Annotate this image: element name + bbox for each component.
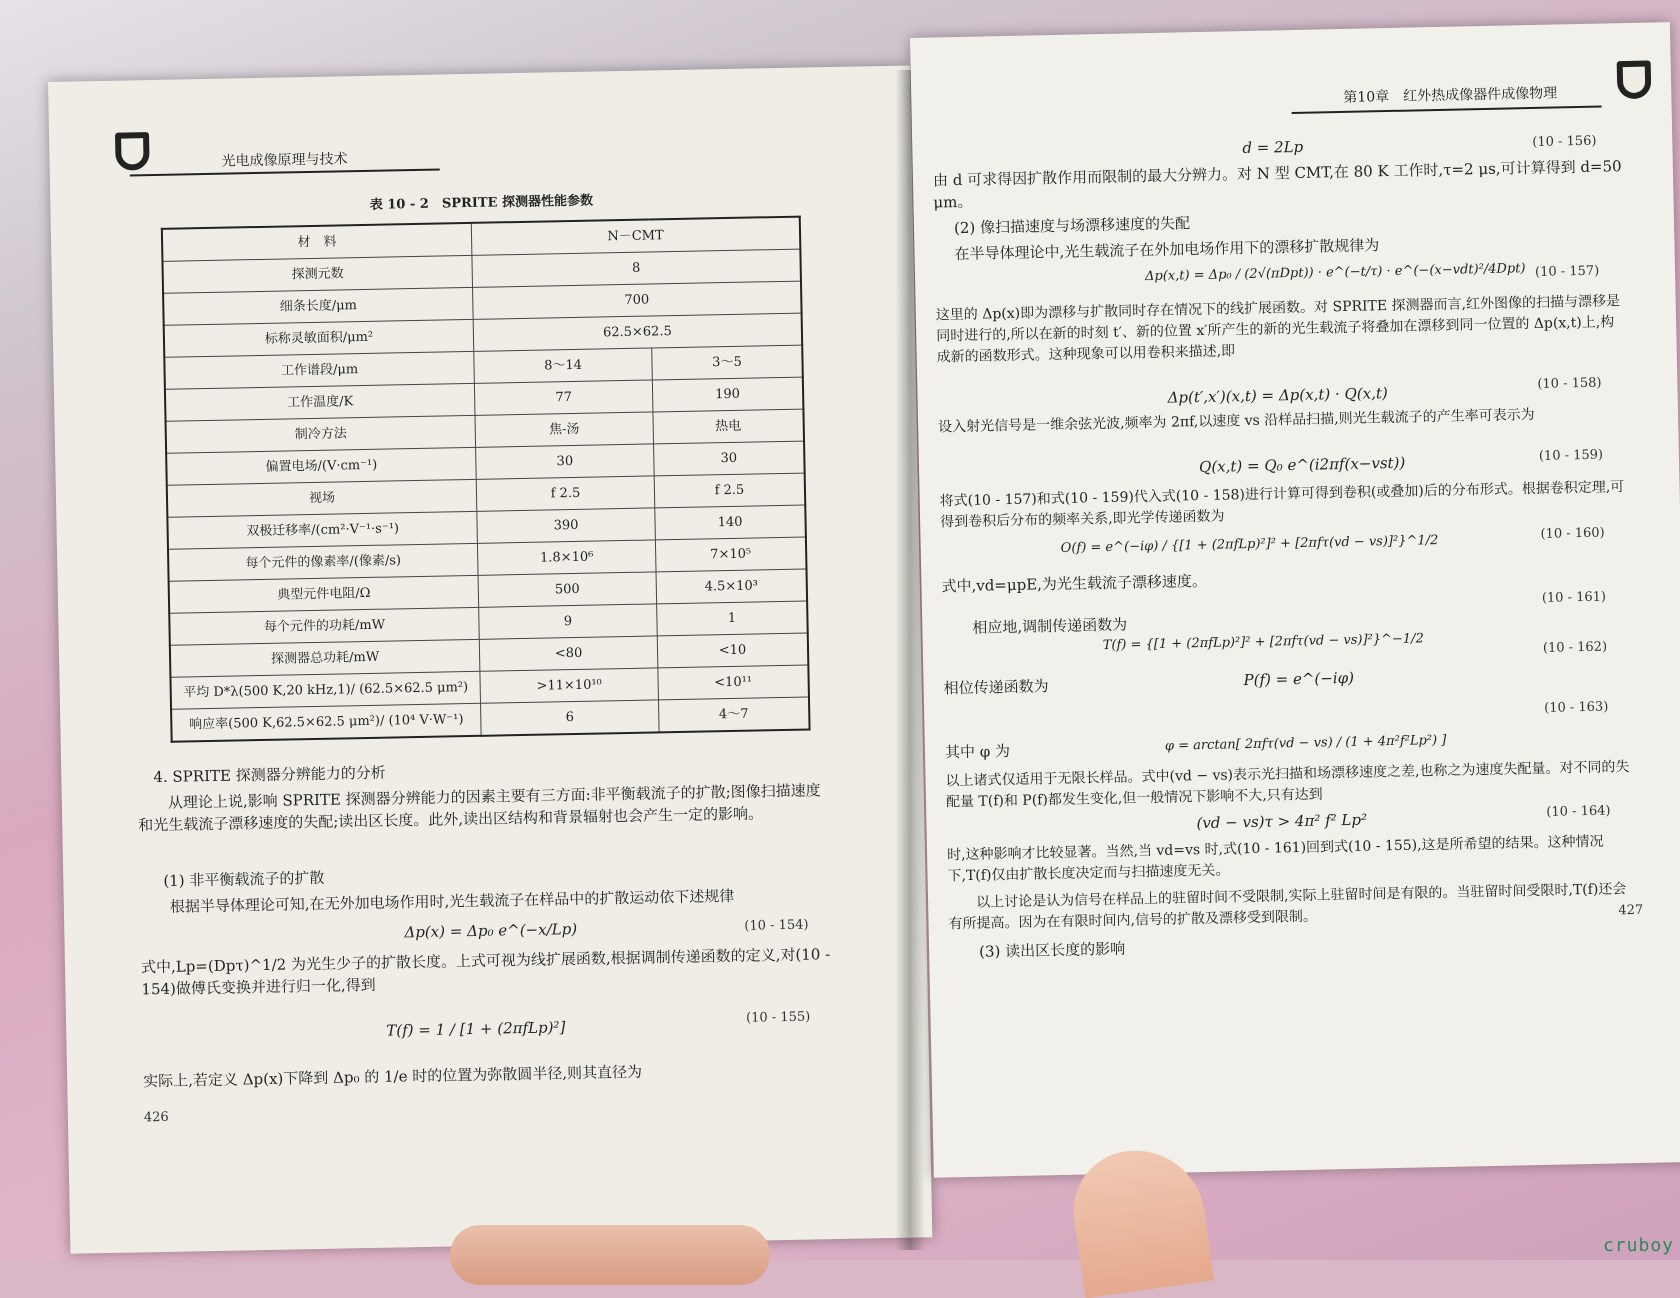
table-cell-label: 探测器总功耗/mW — [170, 639, 480, 677]
left-header-title: 光电成像原理与技术 — [221, 151, 348, 170]
table-cell-value: 390 — [477, 508, 656, 543]
table-cell-label: 材 料 — [162, 223, 472, 261]
equation-number-10-159: (10 - 159) — [1538, 447, 1604, 464]
table-cell-label: 偏置电场/(V·cm⁻¹) — [166, 447, 476, 485]
table-cell-value: <10¹¹ — [658, 665, 809, 700]
left-paragraph-2: 根据半导体理论可知,在无外加电场作用时,光生载流子在样品中的扩散运动依下述规律 — [169, 886, 735, 916]
table-cell-value: f 2.5 — [476, 476, 655, 511]
table-cell-value: 6 — [481, 700, 660, 736]
equation-10-156: d = 2Lp — [1242, 137, 1304, 158]
table-cell-label: 每个元件的像素率/(像素/s) — [168, 543, 478, 581]
table-cell-value: 30 — [476, 444, 655, 479]
table-cell-label: 每个元件的功耗/mW — [169, 607, 479, 645]
left-paragraph-4: 实际上,若定义 Δp(x)下降到 Δp₀ 的 1/e 时的位置为弥散圆半径,则其直径为 — [143, 1062, 643, 1091]
equation-10-161: T(f) = {[1 + (2πfLp)²]² + [2πfτ(vd − vs)]²}^−1/2 — [1102, 631, 1424, 654]
right-paragraph-6: 式中,vd=μpE,为光生载流子漂移速度。 — [941, 571, 1208, 596]
table-cell-value: 9 — [479, 604, 658, 639]
table-cell-label: 工作温度/K — [165, 383, 475, 421]
table-cell-label: 制冷方法 — [166, 415, 476, 453]
left-page-number: 426 — [143, 1109, 169, 1126]
table-cell-value: 190 — [652, 377, 803, 412]
right-paragraph-1: 由 d 可求得因扩散作用而限制的最大分辨力。对 N 型 CMT,在 80 K 工作时,τ=2 μs,可计算得到 d=50 μm。 — [932, 157, 1622, 212]
table-cell-label: 视场 — [167, 479, 477, 517]
equation-10-154: Δp(x) = Δp₀ e^(−x/Lp) — [404, 920, 578, 942]
table-cell-value: 8～14 — [474, 348, 653, 383]
table-cell-label: 探测元数 — [162, 255, 472, 293]
left-paragraph-3: 式中,Lp=(Dpτ)^1/2 为光生少子的扩散长度。上式可视为线扩展函数,根据调制传递函数的定义,对(10 - 154)做傅氏变换并进行归一化,得到 — [140, 945, 831, 999]
equation-10-159: Q(x,t) = Q₀ e^(i2πf(x−vst)) — [1198, 453, 1406, 477]
table-cell-value: 500 — [478, 572, 657, 607]
equation-10-157: Δp(x,t) = Δp₀ / (2√(πDpt)) · e^(−t/τ) · e^(−(x−vdt)²/4Dpt) — [1144, 261, 1526, 285]
table-cell-label: 细条长度/μm — [163, 287, 473, 325]
equation-number-10-160: (10 - 160) — [1540, 525, 1605, 542]
equation-10-155: T(f) = 1 / [1 + (2πfLp)²] — [386, 1018, 566, 1040]
equation-number-10-156: (10 - 156) — [1532, 133, 1597, 150]
table-cell-label: 典型元件电阻/Ω — [169, 575, 479, 613]
subsection-2: (2) 像扫描速度与场漂移速度的失配 — [953, 214, 1191, 238]
table-cell-label: 响应率(500 K,62.5×62.5 μm²)/ (10⁴ V·W⁻¹) — [171, 703, 481, 741]
equation-10-163: φ = arctan[ 2πfτ(vd − vs) / (1 + 4π²f²Lp²) ] — [1164, 732, 1447, 754]
equation-number-10-163: (10 - 163) — [1544, 699, 1609, 716]
equation-number-10-154: (10 - 154) — [744, 917, 809, 934]
shield-logo-icon — [115, 132, 150, 171]
right-paragraph-8: 相位传递函数为 — [943, 677, 1049, 698]
table-cell-value: <80 — [479, 636, 658, 671]
watermark: cruboy — [1602, 1235, 1674, 1256]
equation-number-10-162: (10 - 162) — [1542, 639, 1608, 656]
table-cell-value: >11×10¹⁰ — [480, 668, 659, 703]
subsection-1: (1) 非平衡载流子的扩散 — [163, 868, 325, 890]
right-paragraph-5: 将式(10 - 157)和式(10 - 159)代入式(10 - 158)进行计算可得到卷积(或叠加)后的分布形式。根据卷积定理,可得到卷积后分布的频率关系,即光学传递函数为 — [939, 479, 1625, 531]
table-cell-label: 工作谱段/μm — [164, 351, 474, 389]
section-title: 4. SPRITE 探测器分辨能力的分析 — [153, 763, 386, 787]
right-paragraph-3: 这里的 Δp(x)即为漂移与扩散同时存在情况下的线扩展函数。对 SPRITE 探测器而言,红外图像的扫描与漂移是同时进行的,所以在新的时刻 t′、新的位置 x′所产生的新的光生载流子将叠加在漂移到同一位置的 Δp(x,t)上,构成新的函数形式。这种现象可以用卷积来描述,即 — [935, 293, 1621, 366]
table-caption: 表 10 - 2 SPRITE 探测器性能参数 — [369, 193, 594, 213]
equation-10-160: O(f) = e^(−iφ) / {[1 + (2πfLp)²]² + [2πfτ(vd − vs)]²}^1/2 — [1060, 533, 1439, 556]
right-paragraph-12: 以上讨论是认为信号在样品上的驻留时间不受限制,实际上驻留时间是有限的。当驻留时间受限时,T(f)还会有所提高。因为在有限时间内,信号的扩散及漂移受到限制。 — [948, 881, 1627, 933]
right-page-number: 427 — [1618, 902, 1644, 919]
table-cell-value: 7×10⁵ — [655, 537, 806, 572]
equation-number-10-164: (10 - 164) — [1546, 803, 1611, 820]
table-cell-value: f 2.5 — [654, 473, 805, 508]
table-cell-value: 8 — [472, 249, 801, 287]
subsection-3: (3) 读出区长度的影响 — [978, 939, 1126, 961]
table-cell-label: 双极迁移率/(cm²·V⁻¹·s⁻¹) — [167, 511, 477, 549]
equation-10-164: (vd − vs)τ > 4π² f² Lp² — [1196, 810, 1368, 833]
right-paragraph-2: 在半导体理论中,光生载流子在外加电场作用下的漂移扩散规律为 — [954, 236, 1380, 264]
table-cell-value: 焦-汤 — [475, 412, 654, 447]
table-cell-value: 140 — [655, 505, 806, 540]
table-cell-value: N－CMT — [471, 217, 800, 256]
table-cell-value: 30 — [654, 441, 805, 476]
table-cell-value: 1.8×10⁶ — [477, 540, 656, 575]
equation-number-10-158: (10 - 158) — [1537, 375, 1602, 392]
table-cell-value: <10 — [657, 633, 808, 668]
right-paragraph-4: 设入射光信号是一维余弦光波,频率为 2πf,以速度 vs 沿样品扫描,则光生载流子的产生率可表示为 — [937, 407, 1535, 436]
right-paragraph-10: 以上诸式仅适用于无限长样品。式中(vd − vs)表示光扫描和场漂移速度之差,也称之为速度失配量。对不同的失配量 T(f)和 P(f)都发生变化,但一般情况下影响不大,只有达到 — [945, 759, 1630, 811]
table-cell-value: 77 — [474, 380, 653, 415]
finger — [450, 1225, 770, 1285]
table-cell-label: 标称灵敏面积/μm² — [164, 319, 474, 357]
spec-table — [161, 216, 811, 743]
left-page — [48, 65, 932, 1253]
right-header-title: 第10章 红外热成像器件成像物理 — [1343, 85, 1558, 106]
equation-number-10-155: (10 - 155) — [745, 1009, 811, 1026]
table-cell-value: 700 — [473, 281, 802, 319]
equation-10-158: Δp(t′,x′)(x,t) = Δp(x,t) · Q(x,t) — [1167, 384, 1388, 407]
equation-number-10-161: (10 - 161) — [1541, 589, 1607, 606]
right-paragraph-7: 相应地,调制传递函数为 — [972, 615, 1128, 637]
right-header-rule — [1292, 106, 1602, 114]
left-header-rule — [130, 168, 440, 176]
equation-number-10-157: (10 - 157) — [1534, 263, 1600, 280]
table-cell-value: 4.5×10³ — [656, 569, 807, 604]
table-cell-value: 4～7 — [658, 697, 809, 732]
table-cell-value: 3～5 — [652, 345, 803, 380]
right-paragraph-9: 其中 φ 为 — [944, 742, 1011, 762]
table-cell-value: 热电 — [653, 409, 804, 444]
right-page — [910, 22, 1680, 1178]
table-cell-value: 62.5×62.5 — [473, 313, 802, 351]
table-cell-value: 1 — [657, 601, 808, 636]
left-paragraph-1: 从理论上说,影响 SPRITE 探测器分辨能力的因素主要有三方面:非平衡载流子的扩散;图像扫描速度和光生载流子漂移速度的失配;读出区长度。此外,读出区结构和背景辐射也会产生一定的影响。 — [138, 781, 821, 835]
right-paragraph-11: 时,这种影响才比较显著。当然,当 vd=vs 时,式(10 - 161)回到式(10 - 155),这是所希望的结果。这种情况下,T(f)仅由扩散长度决定而与扫描速度无关。 — [946, 833, 1604, 885]
shield-logo-icon — [1617, 60, 1652, 99]
equation-10-162: P(f) = e^(−iφ) — [1243, 668, 1355, 690]
table-cell-label: 平均 D*λ(500 K,20 kHz,1)/ (62.5×62.5 μm²) — [170, 671, 480, 709]
